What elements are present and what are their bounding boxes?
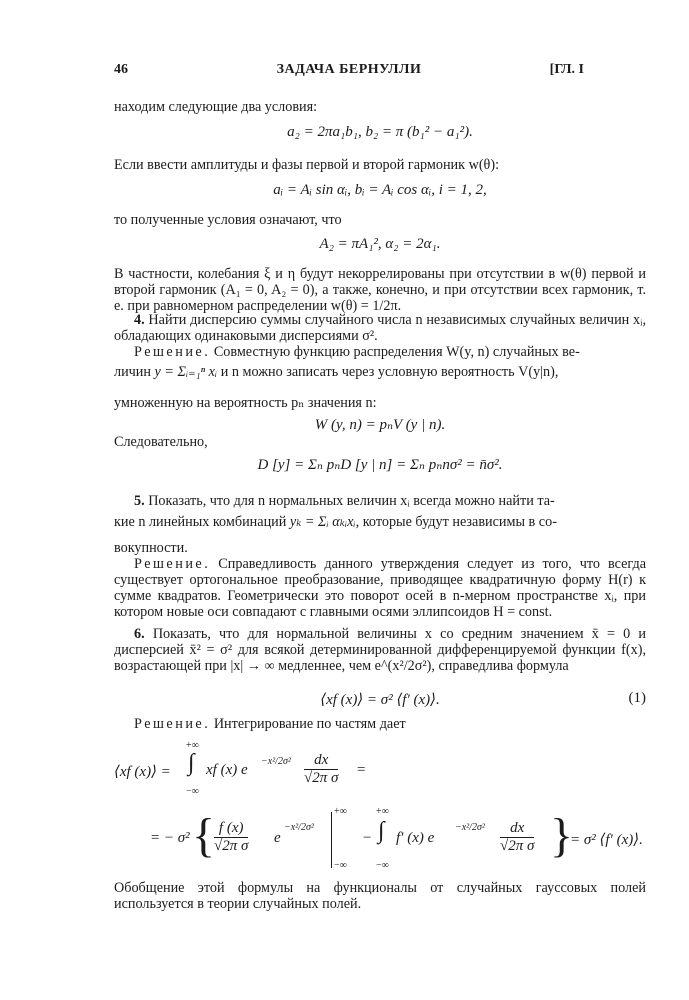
integrand: xf (x) e bbox=[206, 762, 248, 778]
result: = σ² ⟨f′ (x)⟩. bbox=[570, 832, 643, 848]
problem-6-number: 6. bbox=[134, 626, 145, 642]
problem-6-text: Показать, что для нормальной величины x со средним значением x̄ = 0 и дисперсией x̄² = σ² для всякой детерминированной дифференцируемой функции f(x), возрастающей при |x| → ∞ медленнее, чем e^(x²/2σ²), справедлива формула bbox=[114, 626, 647, 674]
equation-joint-distribution: W (y, n) = pₙV (y | n). bbox=[314, 417, 446, 433]
leading-term: = − σ² bbox=[150, 830, 190, 846]
paragraph-conditions: находим следующие два условия: bbox=[114, 99, 318, 115]
paragraph-harmonics: Если ввести амплитуды и фазы первой и второй гармоник w(θ): bbox=[114, 157, 500, 173]
problem-6 bbox=[114, 626, 646, 674]
equation-A2-alpha2: A₂ = πA₁², α₂ = 2α₁. bbox=[319, 236, 441, 252]
fraction bbox=[214, 820, 248, 855]
solution-text: Совместную функцию распределения W(y, n) случайных ве- bbox=[213, 344, 580, 360]
problem-6-solution bbox=[114, 716, 646, 732]
integral-lower-limit: −∞ bbox=[186, 786, 199, 797]
problem-4-solution-line1 bbox=[114, 344, 646, 360]
equation-number: (1) bbox=[628, 690, 646, 706]
chapter-label: [ГЛ. I bbox=[549, 62, 584, 77]
page-number: 46 bbox=[114, 62, 128, 77]
equation-1-body: ⟨xf (x)⟩ = σ² ⟨f′ (x)⟩. bbox=[320, 692, 440, 708]
problem-5-text: Показать, что для n нормальных величин xᵢ всегда можно найти та- bbox=[148, 493, 555, 509]
consequently-label: Следовательно, bbox=[114, 434, 208, 450]
solution-text: Справедливость данного утверждения следует из того, что всегда существует ортогональное преобразование, приводящее квадратичную форму H(r) к сумме квадратов. Геометрически это поворот осей в n-мерном пространстве xᵢ, при котором новые оси совпадают с главными осями эллипсоидов H = const. bbox=[114, 556, 646, 620]
integral-line-1 bbox=[114, 740, 414, 800]
bar-upper-limit: +∞ bbox=[334, 806, 347, 817]
fraction bbox=[500, 820, 534, 855]
numerator: f (x) bbox=[214, 820, 248, 838]
page-header bbox=[114, 62, 584, 80]
text-fragment: которые будут независимы в со- bbox=[362, 514, 557, 530]
right-brace: } bbox=[550, 809, 574, 862]
denominator: √2π σ bbox=[304, 770, 339, 786]
problem-5-number: 5. bbox=[134, 493, 145, 509]
numerator: dx bbox=[304, 752, 338, 770]
linear-combination-formula: yₖ = Σᵢ αₖᵢxᵢ, bbox=[289, 514, 360, 530]
integral-upper-limit: +∞ bbox=[186, 740, 199, 751]
integral-sign: ∫ bbox=[188, 750, 195, 776]
problem-5-line3: вокупности. bbox=[114, 540, 188, 556]
problem-5-line2 bbox=[114, 514, 646, 530]
solution-label: Решение. bbox=[134, 344, 211, 360]
denominator: √2π σ bbox=[500, 838, 535, 854]
exponent: −x²/2σ² bbox=[261, 756, 291, 767]
bar-lower-limit: −∞ bbox=[334, 860, 347, 871]
problem-5-solution bbox=[114, 556, 646, 620]
closing-paragraph: Обобщение этой формулы на функционалы от случайных гауссовых полей используется в теории случайных полей. bbox=[114, 880, 646, 912]
numerator: dx bbox=[500, 820, 534, 838]
integral-lhs: ⟨xf (x)⟩ = bbox=[114, 764, 171, 780]
integrand: f′ (x) e bbox=[396, 830, 435, 846]
equation-a2-b2: a₂ = 2πa₁b₁, b₂ = π (b₁² − a₁²). bbox=[287, 124, 473, 140]
exponent: −x²/2σ² bbox=[455, 822, 485, 833]
problem-5-line1 bbox=[114, 493, 646, 509]
solution-label: Решение. bbox=[134, 716, 211, 732]
paragraph-uncorrelated: В частности, колебания ξ и η будут некоррелированы при отсутствии в w(θ) первой и второй гармоник (A₁ = 0, A₂ = 0), а также, конечно, и при отсутствии всех гармоник, т. е. при равномерном распределении w(θ) = 1/2π. bbox=[114, 266, 646, 314]
solution-label: Решение. bbox=[134, 556, 211, 572]
problem-4-solution-line3: умноженную на вероятность pₙ значения n: bbox=[114, 395, 377, 411]
integral-sign: ∫ bbox=[378, 818, 385, 844]
sum-formula: y = Σᵢ₌₁ⁿ xᵢ bbox=[154, 364, 218, 380]
equals-sign: = bbox=[356, 762, 367, 778]
denominator: √2π σ bbox=[214, 838, 249, 854]
text-fragment: кие n линейных комбинаций bbox=[114, 514, 287, 530]
text-fragment: личин bbox=[114, 364, 151, 380]
equation-variance: D [y] = Σₙ pₙD [y | n] = Σₙ pₙnσ² = n̄σ². bbox=[257, 457, 503, 473]
integral-line-2 bbox=[150, 806, 646, 876]
exp-base: e bbox=[274, 830, 281, 846]
minus-sign: − bbox=[362, 830, 373, 846]
equation-amplitudes: aᵢ = Aᵢ sin αᵢ, bᵢ = Aᵢ cos αᵢ, i = 1, 2, bbox=[273, 182, 487, 198]
problem-4-solution-line2 bbox=[114, 364, 646, 380]
problem-4-text: Найти дисперсию суммы случайного числа n независимых случайных величин xᵢ, обладающих одинаковыми дисперсиями σ². bbox=[114, 312, 646, 344]
problem-4 bbox=[114, 312, 646, 344]
paragraph-conditions-mean: то полученные условия означают, что bbox=[114, 212, 342, 228]
evaluation-bar bbox=[331, 812, 332, 868]
fraction bbox=[304, 752, 338, 787]
solution-text: Интегрирование по частям дает bbox=[213, 716, 406, 732]
text-fragment: и n можно записать через условную вероятность V(y|n), bbox=[220, 364, 559, 380]
exponent: −x²/2σ² bbox=[284, 822, 314, 833]
problem-4-number: 4. bbox=[134, 312, 145, 328]
left-brace: { bbox=[192, 809, 216, 862]
equation-1 bbox=[114, 690, 646, 709]
integral-upper-limit: +∞ bbox=[376, 806, 389, 817]
running-title: ЗАДАЧА БЕРНУЛЛИ bbox=[276, 62, 422, 77]
integral-lower-limit: −∞ bbox=[376, 860, 389, 871]
